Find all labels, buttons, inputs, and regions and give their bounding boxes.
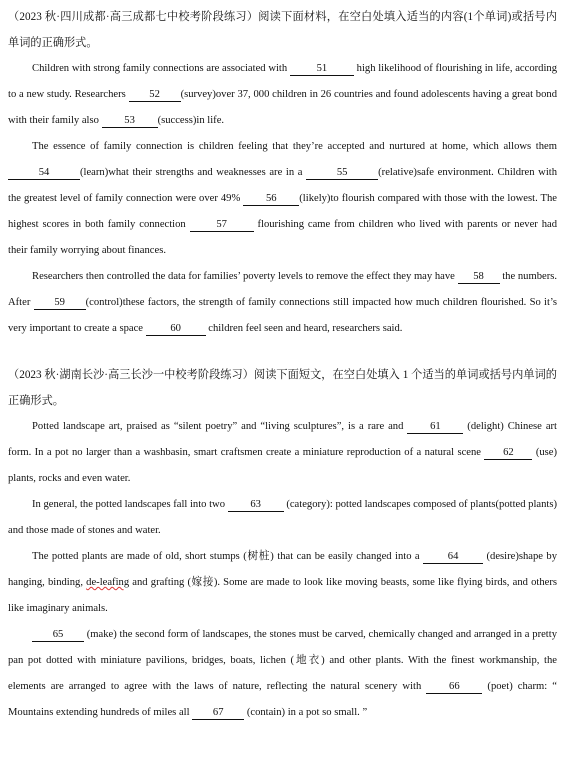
text: children feel seen and heard, researchers said. xyxy=(205,323,403,334)
text: (learn)what their strengths and weaknesses are in a xyxy=(80,167,307,178)
text: (survey)over 37, 000 children in 26 countries and found adolescents having a great bond with their family also xyxy=(8,89,557,126)
passage-1-heading: （2023 秋·四川成都·高三成都七中校考阶段练习）阅读下面材料，在空白处填入适当的内容(1个单词)或括号内单词的正确形式。 xyxy=(8,11,557,49)
text: and grafting (嫁接). Some are made to look like moving beasts, some like flying birds, and others like imaginary animals. xyxy=(8,577,557,614)
blank-65[interactable]: 65 xyxy=(32,628,84,642)
text: (control)these factors, the strength of family connections still impacted how much children flourished. So it’s very important to create a space xyxy=(8,297,558,334)
text: (desire)shape by hanging, binding, xyxy=(8,551,557,588)
blank-58[interactable]: 58 xyxy=(458,270,500,284)
text: Potted landscape art, praised as “silent poetry” and “living sculptures”, is a rare and xyxy=(32,421,408,432)
text: (poet) charm: “ Mountains extending hundreds of miles all xyxy=(8,681,558,718)
text: Children with strong family connections are associated with xyxy=(32,63,290,74)
text: In general, the potted landscapes fall into two xyxy=(32,499,228,510)
text: (likely)to flourish compared with those with the lowest. The highest scores in both family connection xyxy=(8,193,557,230)
text: (contain) in a pot so small. ” xyxy=(244,707,368,718)
blank-53[interactable]: 53 xyxy=(102,114,158,128)
blank-54[interactable]: 54 xyxy=(8,166,80,180)
passage-1 xyxy=(8,4,557,342)
passage-2-paragraph-4 xyxy=(8,622,557,726)
section-gap xyxy=(8,342,557,362)
blank-55[interactable]: 55 xyxy=(306,166,378,180)
text: (use) plants, rocks and even water. xyxy=(8,447,558,484)
text: the numbers. After xyxy=(8,271,557,308)
passage-1-paragraph-3 xyxy=(8,264,557,342)
text: The essence of family connection is children feeling that they’re accepted and nurtured at home, which allows them xyxy=(32,141,557,152)
text: flourishing came from children who lived with parents or never had their family worrying about finances. xyxy=(8,219,557,256)
text: The potted plants are made of old, short stumps (树桩) that can be easily changed into a xyxy=(32,551,424,562)
passage-2-paragraph-1 xyxy=(8,414,557,492)
blank-59[interactable]: 59 xyxy=(34,296,86,310)
blank-64[interactable]: 64 xyxy=(423,550,483,564)
passage-1-paragraph-1 xyxy=(8,56,557,134)
blank-57[interactable]: 57 xyxy=(190,218,254,232)
text: high likelihood of flourishing in life, according to a new study. Researchers xyxy=(8,63,557,100)
blank-61[interactable]: 61 xyxy=(407,420,463,434)
text: (relative)safe environment. Children with the greatest level of family connection were over 49% xyxy=(8,167,558,204)
blank-63[interactable]: 63 xyxy=(228,498,284,512)
passage-2-heading: （2023 秋·湖南长沙·高三长沙一中校考阶段练习）阅读下面短文，在空白处填入 1 个适当的单词或括号内单词的正确形式。 xyxy=(8,369,557,407)
blank-56[interactable]: 56 xyxy=(243,192,299,206)
passage-2 xyxy=(8,362,557,726)
blank-67[interactable]: 67 xyxy=(192,706,244,720)
blank-60[interactable]: 60 xyxy=(146,322,206,336)
text: (success)in life. xyxy=(157,115,225,126)
passage-2-paragraph-3 xyxy=(8,544,557,622)
blank-62[interactable]: 62 xyxy=(484,446,532,460)
text: (category): potted landscapes composed of plants(potted plants) and those made of stones and water. xyxy=(8,499,557,536)
blank-51[interactable]: 51 xyxy=(290,62,354,76)
passage-2-paragraph-2 xyxy=(8,492,557,544)
text: (make) the second form of landscapes, the stones must be carved, chemically changed and arranged in a pretty pan pot dotted with miniature pavilions, bridges, boats, lichen (地衣) and other plants. With the finest workmanship, the elements are arranged to agree with the laws of nature, reflecting the natural scenery with xyxy=(8,629,557,692)
passage-1-paragraph-2 xyxy=(8,134,557,264)
misspelled-word: de-leafing xyxy=(86,577,130,588)
blank-66[interactable]: 66 xyxy=(426,680,482,694)
text: (delight) Chinese art form. In a pot no larger than a washbasin, smart craftsmen create a miniature reproduction of a natural scene xyxy=(8,421,557,458)
text: Researchers then controlled the data for families’ poverty levels to remove the effect they may have xyxy=(32,271,458,282)
blank-52[interactable]: 52 xyxy=(129,88,181,102)
